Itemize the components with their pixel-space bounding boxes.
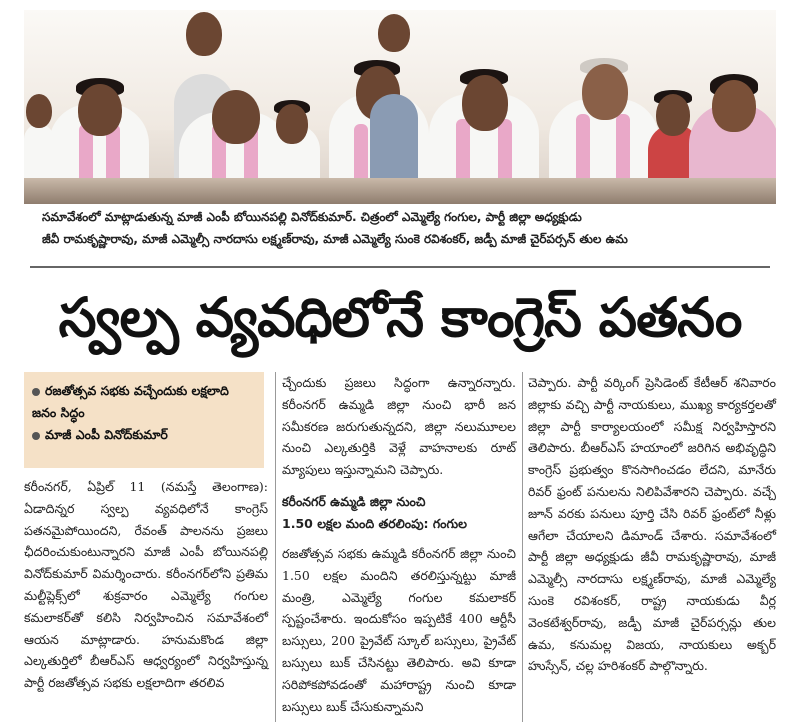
highlight-item (32, 424, 256, 446)
article-paragraph: రజతోత్సవ సభకు ఉమ్మడి కరీంనగర్ జిల్లా నుంచి 1.50 లక్షల మందిని తరలిస్తున్నట్టు మాజీ మంత్రి, ఎమ్మెల్యే గంగుల కమలాకర్ స్పష్టంచేశారు. ఇందుకోసం ఇప్పటికే 400 ఆర్టీసీ బస్సులు, 200 ప్రైవేట్ స్కూల్ బస్సులు, ప్రైవేట్ బస్సులు బుక్ చేసినట్టు తెలిపారు. అవి కూడా సరిపోకపోవడంతో మహారాష్ట్ర నుంచి కూడా బస్సులు బుక్ చేసుకున్నామని (282, 545, 516, 714)
news-photo (24, 10, 776, 204)
table (24, 178, 776, 204)
subheading (282, 491, 516, 535)
highlight-box (24, 372, 264, 468)
article-paragraph: చెప్పారు. పార్టీ వర్కింగ్ ప్రెసిడెంట్ కేటీఆర్ శనివారం జిల్లాకు వచ్చి పార్టీ నాయకులు, ముఖ్య కార్యకర్తలతో జిల్లా పార్టీ కార్యాలయంలో సమీక్ష నిర్వహిస్తారని తెలిపారు. బీఆర్‌ఎస్ హయాంలో జరిగిన అభివృద్ధిని కాంగ్రెస్ ప్రభుత్వం కొనసాగించడం లేదని, మానేరు రివర్ ఫ్రంట్ పనులను నిలిపివేశారని చెప్పారు. వచ్చే జూన్ వరకు పనులు పూర్తి చేసి రివర్ ఫ్రంట్‌లో నీళ్లు ఆగేలా చేయాలని డిమాండ్ చేశారు. సమావేశంలో పార్టీ జిల్లా అధ్యక్షుడు జీవీ రామకృష్ణారావు, మాజీ ఎమ్మెల్సీ నారదాసు లక్ష్మణ్‌రావు, మాజీ ఎమ్మెల్యే సుంకె రవిశంకర్, రాష్ట్ర నాయకుడు వీర్ల వెంకటేశ్వర్‌రావు, జడ్పీ మాజీ చైర్‌పర్సన్లు తుల ఉమ, కనుమల్ల విజయ, నాయకులు అక్బర్ హుస్సేన్, చల్ల హరిశంకర్ పాల్గొన్నారు. (528, 375, 776, 674)
article-column-2 (282, 372, 516, 717)
article-paragraph: చ్చేందుకు ప్రజలు సిద్ధంగా ఉన్నారన్నారు. కరీంనగర్ ఉమ్మడి జిల్లా నుంచి భారీ జన సమీకరణ జరుగుతున్నదని, జిల్లా నలుమూలల నుంచి ఎల్కతుర్తికి వెళ్లే వాహనాలకు రూట్ మ్యాపులు ఇస్తున్నామని చెప్పారు. (282, 375, 516, 478)
highlight-text: మాజీ ఎంపీ వినోద్‌కుమార్ (45, 427, 168, 442)
article-paragraph: కరీంనగర్, ఏప్రిల్ 11 (నమస్తే తెలంగాణ): ఏడాదిన్నర స్వల్ప వ్యవధిలోనే కాంగ్రెస్ పతనమైపోయిందని, రేవంత్ పాలనను ప్రజలు ఛీదరించుకుంటున్నారని మాజీ ఎంపీ బోయినపల్లి వినోద్‌కుమార్ విమర్శించారు. కరీంనగర్‌లోని ప్రతిమ మల్టీప్లెక్స్‌లో శుక్రవారం ఎమ్మెల్యే గంగుల కమలాకర్‌తో కలిసి నిర్వహించిన సమావేశంలో ఆయన మాట్లాడారు. హనుమకొండ జిల్లా ఎల్కతుర్తిలో బీఆర్‌ఎస్ ఆధ్వర్యంలో నిర్వహిస్తున్న పార్టీ రజతోత్సవ సభకు లక్షలాదిగా తరలివ (24, 479, 268, 691)
highlight-text: రజతోత్సవ సభకు వచ్చేందుకు లక్షలాది జనం సిద్ధం (32, 383, 229, 420)
photo-caption (42, 206, 762, 250)
subheading-line: కరీంనగర్ ఉమ్మడి జిల్లా నుంచి (282, 493, 426, 509)
subheading-line: 1.50 లక్షల మంది తరలింపు: గంగుల (282, 515, 467, 531)
headline: స్వల్ప వ్యవధిలోనే కాంగ్రెస్ పతనం (58, 286, 742, 349)
column-divider (275, 372, 276, 722)
person-figure (364, 10, 424, 204)
bullet-icon (32, 388, 40, 396)
column-divider (522, 372, 523, 722)
article-column-3 (528, 372, 776, 677)
bullet-icon (32, 432, 40, 440)
caption-line: జీవీ రామకృష్ణారావు, మాజీ ఎమ్మెల్సీ నారదాసు లక్ష్మణ్‌రావు, మాజీ ఎమ్మెల్యే సుంకె రవిశంకర్, జడ్పీ మాజీ చైర్‌పర్సన్ తుల ఉమ (42, 232, 628, 246)
caption-line: సమావేశంలో మాట్లాడుతున్న మాజీ ఎంపీ బోయినపల్లి వినోద్‌కుమార్. చిత్రంలో ఎమ్మెల్యే గంగుల, పార్టీ జిల్లా అధ్యక్షుడు (42, 210, 582, 224)
article-column-1 (24, 476, 268, 694)
divider (30, 266, 770, 268)
highlight-item (32, 380, 256, 424)
